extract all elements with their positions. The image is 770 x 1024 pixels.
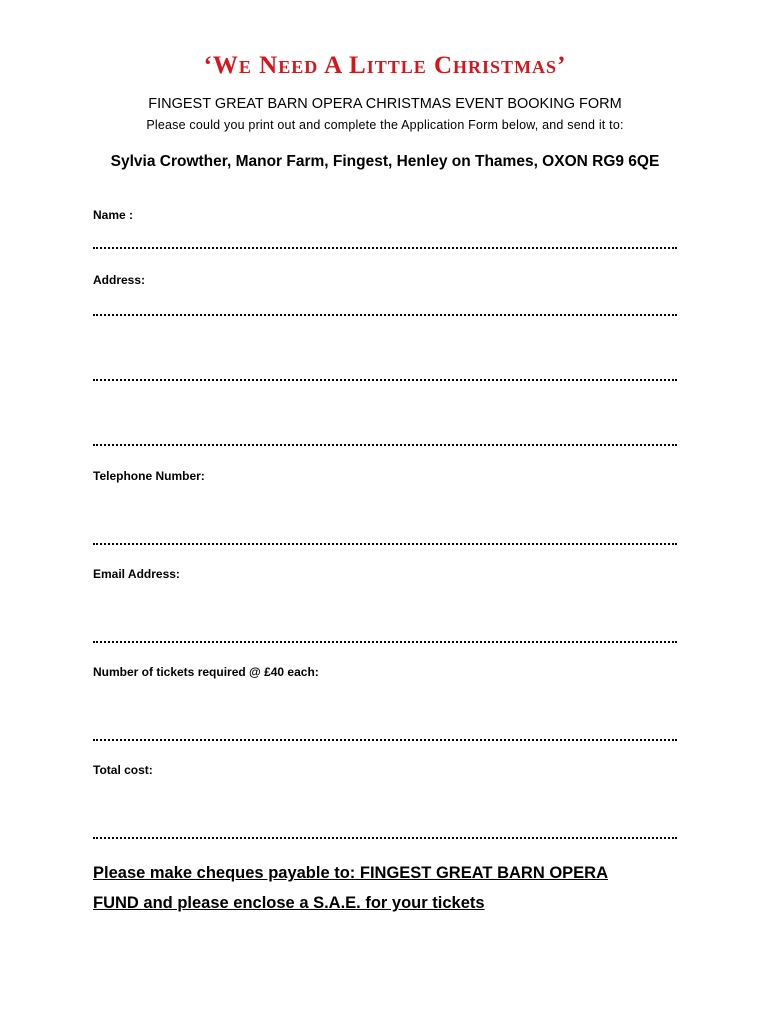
email-label: Email Address: bbox=[93, 567, 180, 581]
postal-address: Sylvia Crowther, Manor Farm, Fingest, Henley on Thames, OXON RG9 6QE bbox=[110, 153, 660, 170]
address-label: Address: bbox=[93, 273, 146, 287]
event-title: ‘We Need A Little Christmas’ bbox=[203, 52, 567, 79]
payment-instructions bbox=[93, 858, 693, 918]
address-field-line-3[interactable] bbox=[93, 441, 677, 446]
email-field-line[interactable] bbox=[93, 638, 677, 643]
total-cost-label: Total cost: bbox=[93, 763, 153, 777]
telephone-field-line[interactable] bbox=[93, 540, 677, 545]
payment-instructions-line-2: FUND and please enclose a S.A.E. for your tickets bbox=[93, 894, 485, 912]
address-field-line-1[interactable] bbox=[93, 311, 677, 316]
tickets-label: Number of tickets required @ £40 each: bbox=[93, 665, 319, 679]
tickets-field-line[interactable] bbox=[93, 736, 677, 741]
form-instruction: Please could you print out and complete the Application Form below, and send it to: bbox=[146, 118, 624, 132]
name-label: Name : bbox=[93, 208, 134, 222]
name-field-line[interactable] bbox=[93, 244, 677, 249]
payment-instructions-line-1: Please make cheques payable to: FINGEST GREAT BARN OPERA bbox=[93, 864, 608, 882]
address-field-line-2[interactable] bbox=[93, 376, 677, 381]
telephone-label: Telephone Number: bbox=[93, 469, 205, 483]
form-heading: FINGEST GREAT BARN OPERA CHRISTMAS EVENT BOOKING FORM bbox=[148, 96, 622, 112]
total-cost-field-line[interactable] bbox=[93, 834, 677, 839]
